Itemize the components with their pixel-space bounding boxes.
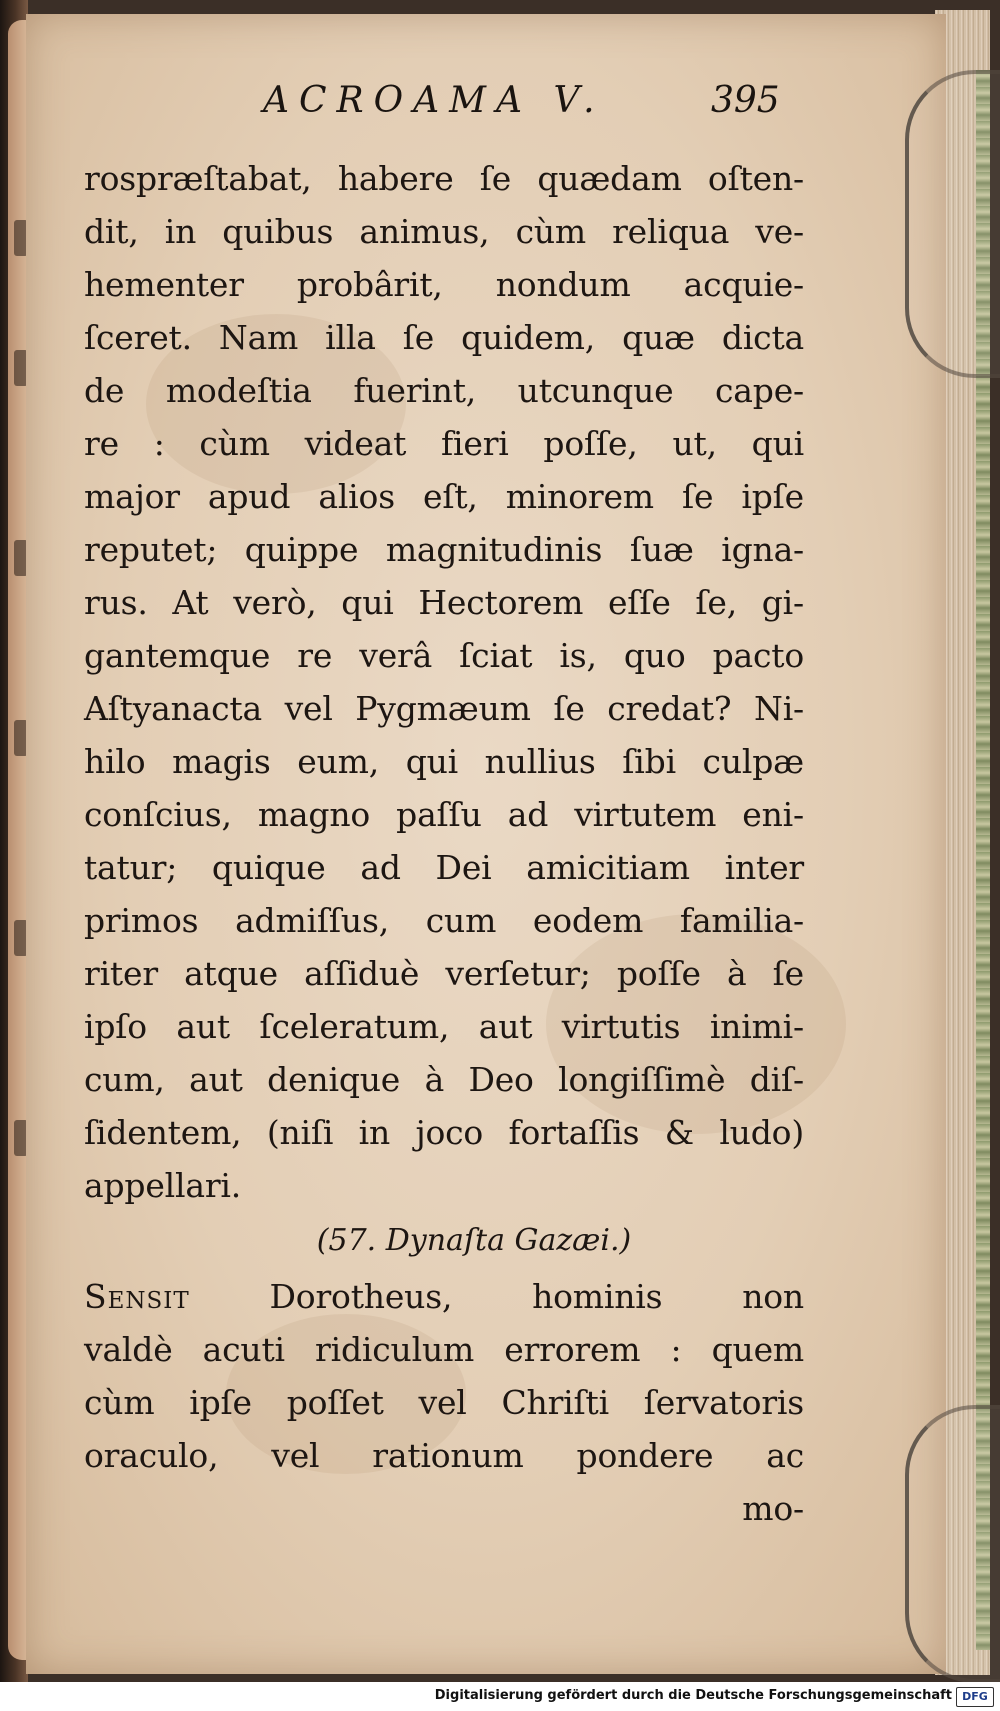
text-line: rus. At verò, qui Hectorem eſſe ſe, gi-	[84, 583, 804, 622]
text-line: valdè acuti ridiculum errorem : quem	[84, 1330, 804, 1369]
text-line	[84, 1270, 804, 1323]
text-line: riter atque aſſiduè verſetur; poſſe à ſe	[84, 954, 804, 993]
text-line: hilo magis eum, qui nullius ſibi culpæ	[84, 742, 804, 781]
text-line: gantemque re verâ ſciat is, quo pacto	[84, 636, 804, 675]
text-line: primos admiſſus, cum eodem familia-	[84, 901, 804, 940]
text-line: re : cùm videat fieri poſſe, ut, qui	[84, 424, 804, 463]
page-header	[26, 80, 946, 140]
text-line: ſidentem, (niſi in joco fortaſſis & ludo)	[84, 1113, 804, 1152]
text-line: reputet; quippe magnitudinis ſuæ igna-	[84, 530, 804, 569]
dfg-logo-icon: DFG	[956, 1687, 994, 1707]
text-line: ipſo aut ſceleratum, aut virtutis inimi-	[84, 1007, 804, 1046]
paragraph-opening-word: Sensit	[84, 1277, 190, 1316]
text-line: tatur; quique ad Dei amicitiam inter	[84, 848, 804, 887]
body-text	[84, 152, 804, 1535]
section-heading-text: (57. Dynaſta Gazæi.)	[316, 1223, 632, 1258]
text-line: oraculo, vel rationum pondere ac	[84, 1436, 804, 1475]
page-clip-top	[905, 70, 1000, 378]
text-line: major apud alios eſt, minorem ſe ipſe	[84, 477, 804, 516]
text-line: dit, in quibus animus, cùm reliqua ve-	[84, 212, 804, 251]
text-line: hementer probârit, nondum acquie-	[84, 265, 804, 304]
text-line: rospræſtabat, habere ſe quædam oſten-	[84, 159, 804, 198]
running-head: ACROAMA V.	[263, 80, 605, 121]
digitization-credit: Digitalisierung gefördert durch die Deutsche Forschungsgemeinschaft	[434, 1688, 952, 1703]
catchword: mo-	[742, 1489, 804, 1528]
text-line: conſcius, magno paſſu ad virtutem eni-	[84, 795, 804, 834]
paragraph-opening-rest: Dorotheus, hominis non	[189, 1277, 804, 1316]
text-line: ſceret. Nam illa ſe quidem, quæ dicta	[84, 318, 804, 357]
page-clip-bottom	[905, 1405, 1000, 1683]
text-line: appellari.	[84, 1166, 242, 1205]
page	[26, 14, 946, 1674]
text-line: cùm ipſe poſſet vel Chriſti ſervatoris	[84, 1383, 804, 1422]
page-number: 395	[711, 80, 780, 121]
text-line: cum, aut denique à Deo longiſſimè diſ-	[84, 1060, 804, 1099]
section-heading	[84, 1212, 804, 1270]
text-line: de modeſtia fuerint, utcunque cape-	[84, 371, 804, 410]
text-line: Aſtyanacta vel Pygmæum ſe credat? Ni-	[84, 689, 804, 728]
